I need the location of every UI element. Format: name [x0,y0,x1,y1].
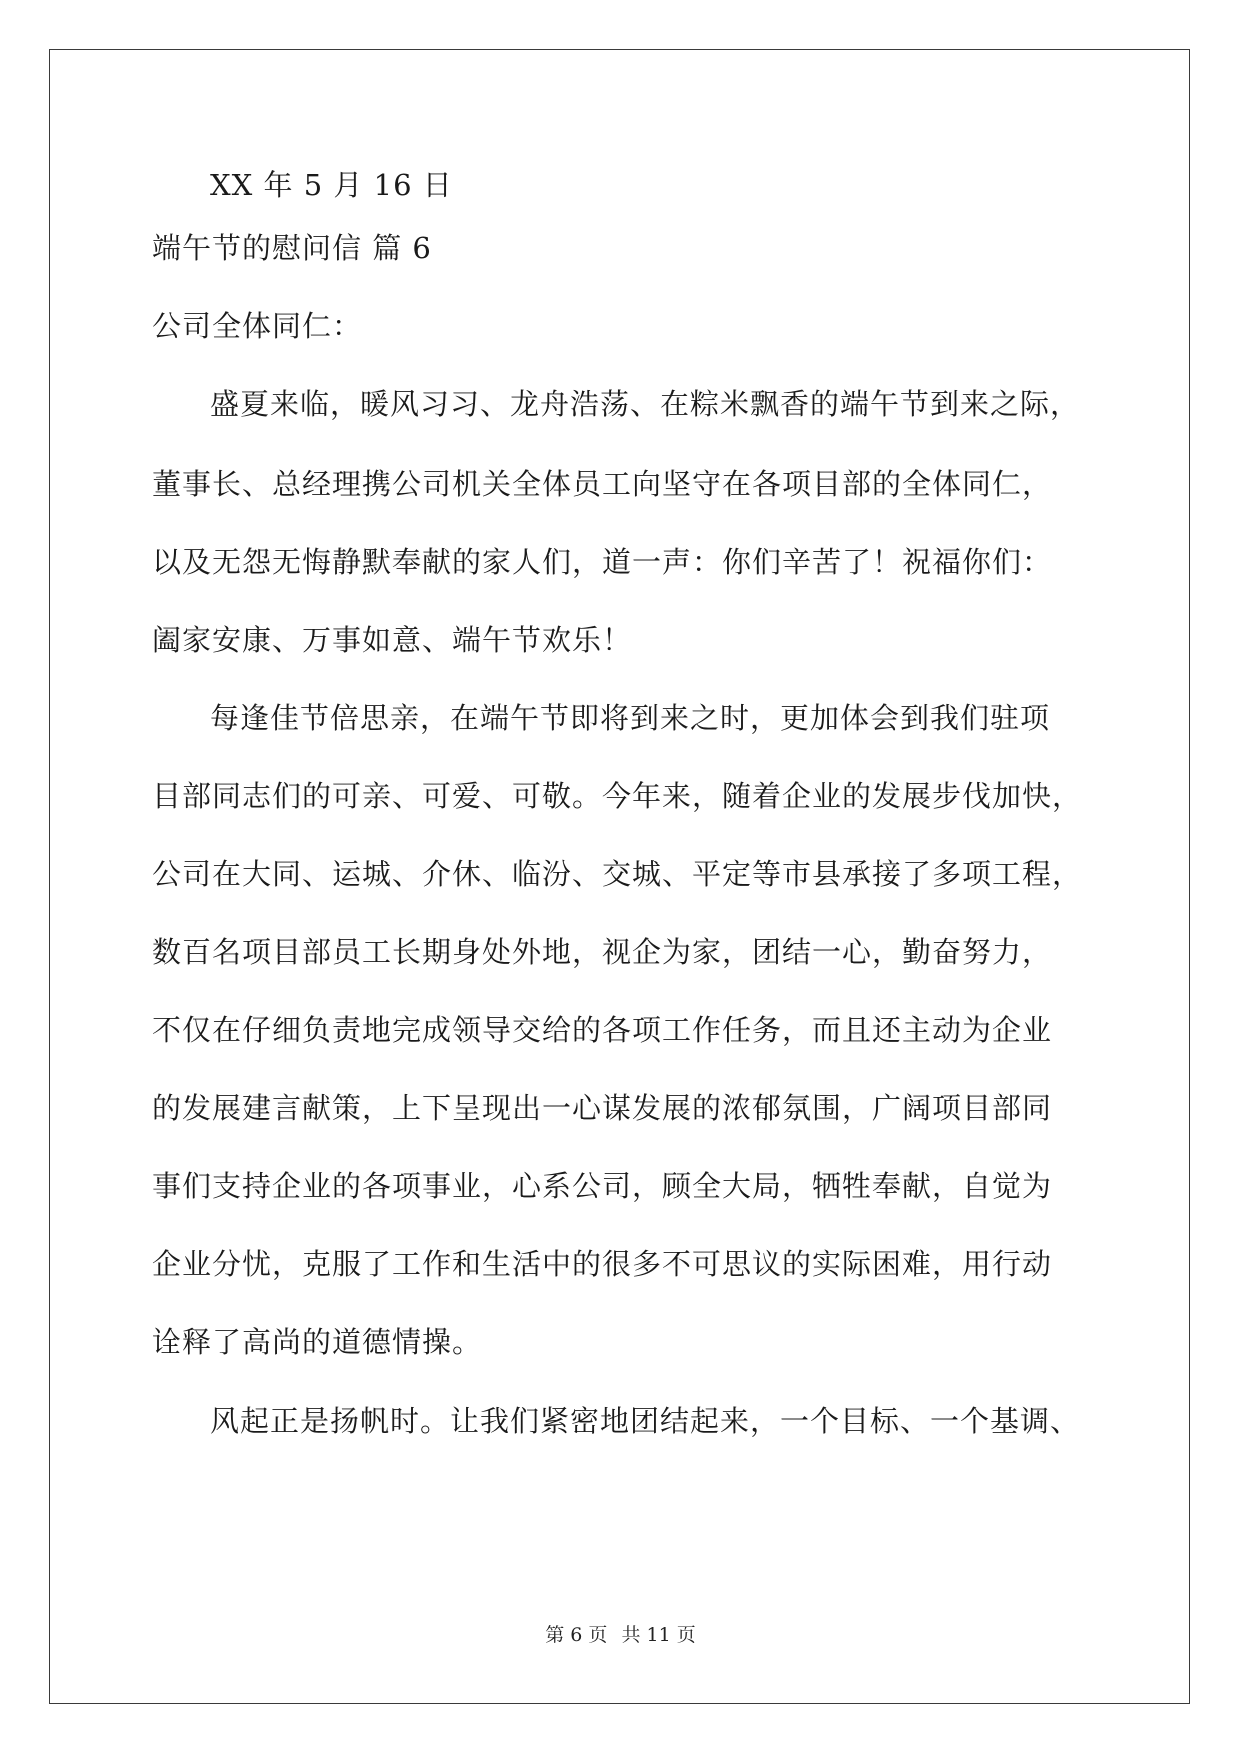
paragraph-line: 以及无怨无悔静默奉献的家人们，道一声：你们辛苦了！祝福你们： [152,545,1053,579]
paragraph-line: 公司在大同、运城、介休、临汾、交城、平定等市县承接了多项工程， [152,857,1083,891]
paragraph-line: 每逢佳节倍思亲，在端午节即将到来之时，更加体会到我们驻项 [210,701,1051,735]
paragraph-line: 董事长、总经理携公司机关全体员工向坚守在各项目部的全体同仁， [152,467,1053,501]
paragraph-line: 盛夏来临，暖风习习、龙舟浩荡、在粽米飘香的端午节到来之际， [210,387,1081,421]
paragraph-line: 企业分忧，克服了工作和生活中的很多不可思议的实际困难，用行动 [152,1247,1053,1281]
paragraph-line: 事们支持企业的各项事业，心系公司，顾全大局，牺牲奉献，自觉为 [152,1169,1053,1203]
paragraph-line: 阖家安康、万事如意、端午节欢乐！ [152,623,633,657]
letter-title: 端午节的慰问信 篇 6 [152,231,432,265]
page-number: 第 6 页 [545,1624,608,1646]
date-line: XX 年 5 月 16 日 [210,168,453,202]
salutation: 公司全体同仁： [152,309,363,343]
page-footer [0,1620,1241,1647]
paragraph-line: 数百名项目部员工长期身处外地，视企为家，团结一心，勤奋努力， [152,935,1053,969]
paragraph-line: 风起正是扬帆时。让我们紧密地团结起来，一个目标、一个基调、 [210,1404,1081,1438]
paragraph-line: 的发展建言献策，上下呈现出一心谋发展的浓郁氛围，广阔项目部同 [152,1091,1053,1125]
paragraph-line: 目部同志们的可亲、可爱、可敬。今年来，随着企业的发展步伐加快， [152,779,1083,813]
page-total: 共 11 页 [621,1624,696,1646]
paragraph-line: 不仅在仔细负责地完成领导交给的各项工作任务，而且还主动为企业 [152,1013,1053,1047]
paragraph-line: 诠释了高尚的道德情操。 [152,1325,483,1359]
